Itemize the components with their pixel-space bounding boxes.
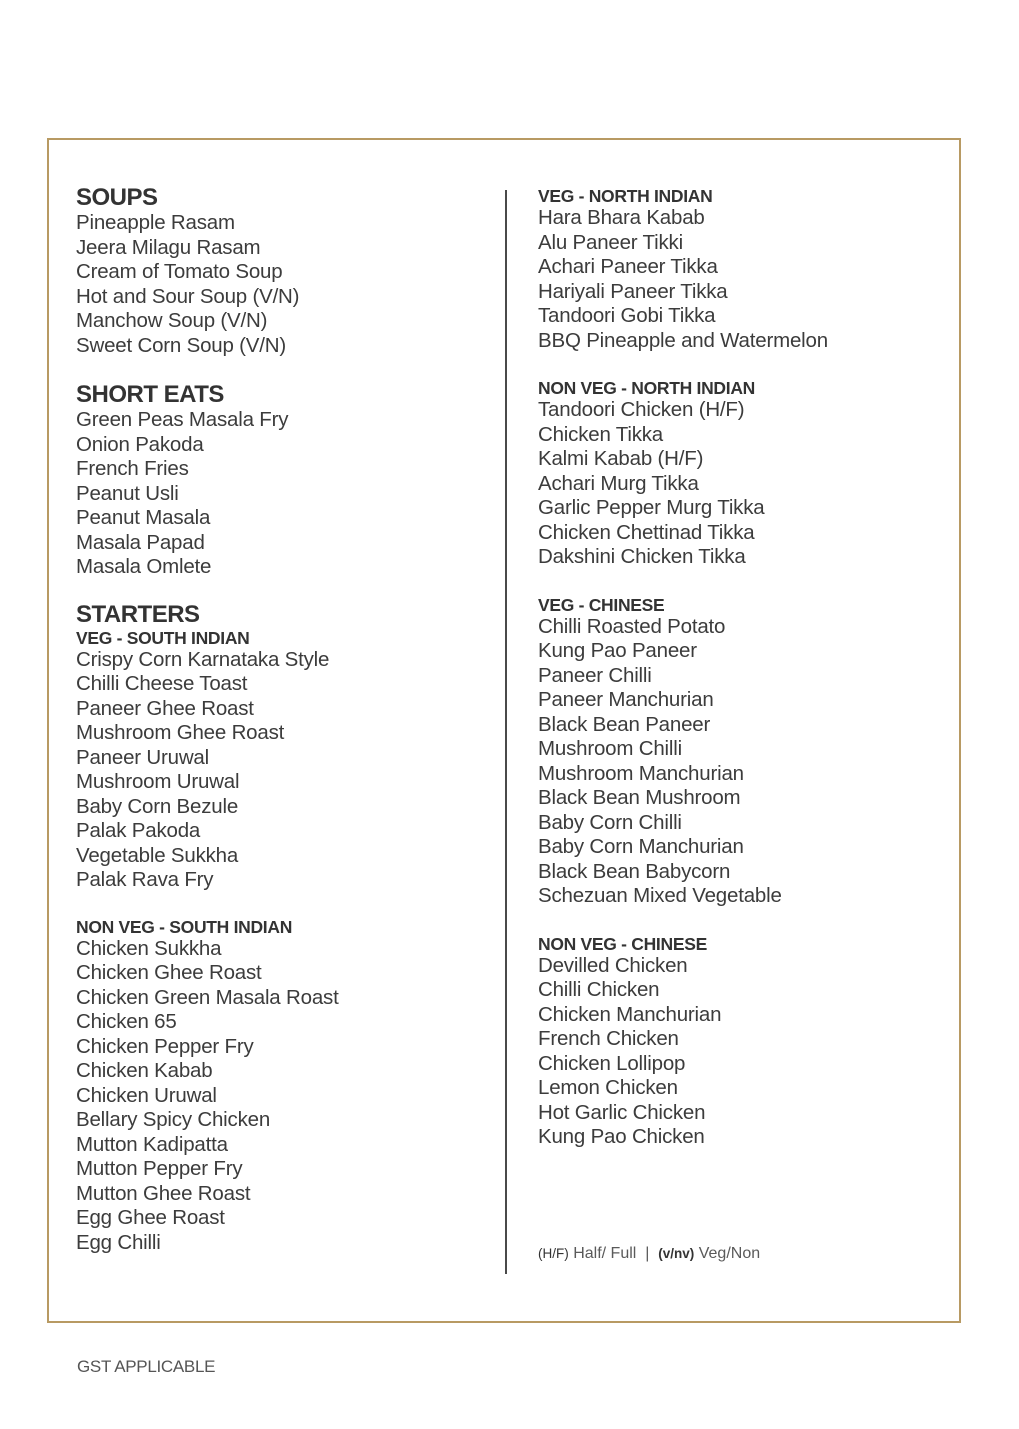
subsection-title-nonveg-chinese: NON VEG - CHINESE <box>538 933 707 954</box>
nonveg-north-indian-section <box>538 378 938 570</box>
menu-item: Peanut Usli <box>76 481 179 505</box>
menu-item: Paneer Chilli <box>538 663 652 687</box>
right-column <box>538 186 938 1150</box>
legend-vnv-code: (v/nv) <box>658 1246 695 1261</box>
menu-item: Hot and Sour Soup (V/N) <box>76 284 300 308</box>
nonveg-chinese-section <box>538 934 938 1150</box>
menu-item: Bellary Spicy Chicken <box>76 1108 271 1131</box>
menu-item: Chicken 65 <box>76 1010 177 1033</box>
veg-north-indian-section <box>538 186 938 353</box>
menu-item: Mushroom Manchurian <box>538 761 744 785</box>
legend-vnv-text: Veg/Non <box>698 1245 761 1262</box>
menu-item: Onion Pakoda <box>76 432 204 456</box>
menu-item: Achari Murg Tikka <box>538 471 699 495</box>
menu-item: Chicken Uruwal <box>76 1083 217 1107</box>
section-title-short-eats: SHORT EATS <box>76 381 224 408</box>
menu-item: Black Bean Paneer <box>538 712 711 736</box>
menu-item: Crispy Corn Karnataka Style <box>76 647 330 671</box>
menu-item: Chilli Roasted Potato <box>538 614 726 638</box>
soups-list <box>76 211 496 358</box>
menu-item: Dakshini Chicken Tikka <box>538 545 746 568</box>
menu-item: BBQ Pineapple and Watermelon <box>538 328 828 352</box>
menu-item: Jeera Milagu Rasam <box>76 235 261 259</box>
menu-item: Alu Paneer Tikki <box>538 230 683 254</box>
menu-item: Chicken Ghee Roast <box>76 961 262 984</box>
left-column <box>76 185 496 1255</box>
gst-note: GST APPLICABLE <box>77 1357 216 1376</box>
menu-item: Black Bean Mushroom <box>538 786 741 809</box>
subsection-title-veg-north-indian: VEG - NORTH INDIAN <box>538 186 713 206</box>
menu-item: Kung Pao Paneer <box>538 639 697 662</box>
menu-item: Kalmi Kabab (H/F) <box>538 447 704 470</box>
section-title-starters: STARTERS <box>76 600 200 628</box>
menu-item: Mutton Ghee Roast <box>76 1181 251 1205</box>
menu-item: Chicken Sukkha <box>76 936 222 960</box>
veg-south-indian-list <box>76 648 496 893</box>
menu-item: Masala Papad <box>76 530 205 554</box>
nonveg-north-indian-list <box>538 398 938 570</box>
menu-item: Baby Corn Chilli <box>538 810 682 834</box>
menu-item: Masala Omlete <box>76 555 212 578</box>
menu-item: Paneer Ghee Roast <box>76 696 254 720</box>
veg-chinese-section <box>538 595 938 909</box>
menu-item: Mutton Pepper Fry <box>76 1157 243 1180</box>
menu-item: Chicken Kabab <box>76 1059 213 1082</box>
veg-chinese-list <box>538 615 938 909</box>
menu-item: Black Bean Babycorn <box>538 859 731 883</box>
subsection-title-nonveg-south-indian: NON VEG - SOUTH INDIAN <box>76 916 293 937</box>
menu-item: Garlic Pepper Murg Tikka <box>538 496 765 519</box>
legend-hf-code: (H/F) <box>538 1246 569 1261</box>
veg-north-indian-list <box>538 206 938 353</box>
menu-item: Baby Corn Manchurian <box>538 835 744 858</box>
menu-item: Chicken Pepper Fry <box>76 1034 254 1058</box>
legend-hf-text: Half/ Full <box>573 1245 637 1262</box>
menu-item: Peanut Masala <box>76 506 211 529</box>
menu-item: Mutton Kadipatta <box>76 1132 228 1156</box>
short-eats-section <box>76 382 496 580</box>
menu-item: Vegetable Sukkha <box>76 843 239 867</box>
menu-item: Chilli Chicken <box>538 978 660 1001</box>
subsection-title-veg-chinese: VEG - CHINESE <box>538 594 665 615</box>
menu-legend <box>538 1245 760 1263</box>
menu-item: Chilli Cheese Toast <box>76 672 248 695</box>
menu-item: Mushroom Ghee Roast <box>76 721 285 744</box>
menu-item: Devilled Chicken <box>538 953 688 977</box>
legend-separator: | <box>645 1245 650 1262</box>
menu-item: Tandoori Chicken (H/F) <box>538 398 745 421</box>
nonveg-chinese-list <box>538 954 938 1150</box>
menu-item: Manchow Soup (V/N) <box>76 309 268 332</box>
menu-item: Palak Pakoda <box>76 819 201 842</box>
menu-item: Hara Bhara Kabab <box>538 206 705 229</box>
menu-item: Tandoori Gobi Tikka <box>538 304 716 327</box>
menu-item: French Fries <box>76 457 189 480</box>
menu-item: Chicken Manchurian <box>538 1002 722 1026</box>
menu-item: Palak Rava Fry <box>76 868 214 891</box>
menu-item: Schezuan Mixed Vegetable <box>538 884 782 907</box>
menu-item: Egg Ghee Roast <box>76 1206 225 1229</box>
menu-item: Hariyali Paneer Tikka <box>538 279 728 303</box>
menu-item: French Chicken <box>538 1027 679 1050</box>
soups-section <box>76 185 496 358</box>
menu-item: Green Peas Masala Fry <box>76 408 289 431</box>
menu-item: Paneer Uruwal <box>76 745 209 769</box>
menu-item: Paneer Manchurian <box>538 688 714 711</box>
menu-item: Chicken Green Masala Roast <box>76 985 339 1009</box>
menu-item: Mushroom Uruwal <box>76 770 240 793</box>
menu-item: Lemon Chicken <box>538 1076 678 1099</box>
menu-item: Egg Chilli <box>76 1230 161 1254</box>
starters-section <box>76 602 496 1256</box>
menu-item: Chicken Lollipop <box>538 1051 686 1075</box>
subsection-title-veg-south-indian: VEG - SOUTH INDIAN <box>76 627 250 648</box>
menu-item: Sweet Corn Soup (V/N) <box>76 333 286 357</box>
column-divider <box>505 190 507 1274</box>
menu-item: Cream of Tomato Soup <box>76 260 283 283</box>
menu-item: Hot Garlic Chicken <box>538 1100 706 1124</box>
nonveg-south-indian-list <box>76 937 496 1256</box>
menu-item: Chicken Tikka <box>538 422 664 446</box>
menu-item: Baby Corn Bezule <box>76 794 239 818</box>
subsection-title-nonveg-north-indian: NON VEG - NORTH INDIAN <box>538 378 756 398</box>
menu-item: Pineapple Rasam <box>76 211 235 234</box>
menu-item: Chicken Chettinad Tikka <box>538 520 755 544</box>
menu-item: Kung Pao Chicken <box>538 1125 705 1148</box>
menu-item: Mushroom Chilli <box>538 737 682 760</box>
section-title-soups: SOUPS <box>76 184 158 211</box>
menu-item: Achari Paneer Tikka <box>538 255 718 278</box>
short-eats-list <box>76 408 496 580</box>
